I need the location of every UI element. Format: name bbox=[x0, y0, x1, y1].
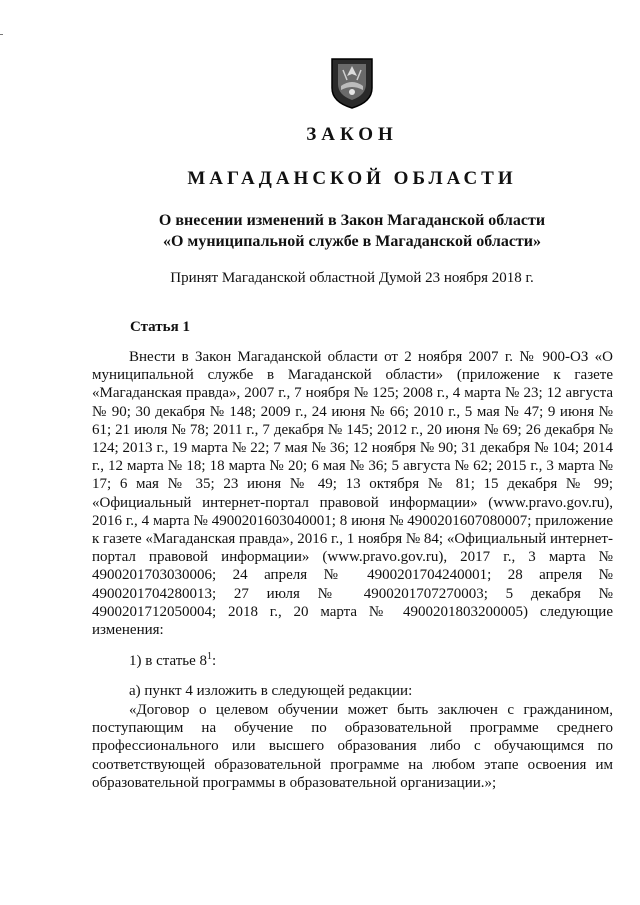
item-1-superscript: 1 bbox=[207, 651, 213, 662]
item-1-colon: : bbox=[212, 653, 217, 669]
quoted-amendment: «Договор о целевом обучении может быть заключен с гражданином, поступающим на обучение по образовательной программе среднего профессионального или высшего образования либо с обучающимся по соответствующей образовательной программе на любом этапе освоения им образовательной программы в образовательной организации.»; bbox=[92, 702, 613, 791]
article-heading: Статья 1 bbox=[130, 319, 190, 335]
item-a: а) пункт 4 изложить в следующей редакции: bbox=[129, 683, 413, 699]
law-title: ЗАКОН bbox=[306, 124, 398, 145]
adoption-note: Принят Магаданской областной Думой 23 ноября 2018 г. bbox=[170, 270, 534, 286]
item-1-text: 1) в статье 8 bbox=[129, 653, 208, 669]
article-intro-paragraph: Внести в Закон Магаданской области от 2 ноября 2007 г. № 900-ОЗ «О муниципальной службе в Магаданской области» (приложение к газете «Магаданская правда», 2007 г., 7 ноября № 125; 2008 г., 4 марта № 23; 12 августа № 90; 30 декабря № 148; 2009 г., 24 июня № 66; 2010 г., 5 мая № 47; 9 июня № 61; 21 июля № 78; 2011 г., 7 декабря № 145; 2012 г., 20 июня № 69; 26 декабря № 124; 2013 г., 19 марта № 22; 7 мая № 36; 12 ноября № 90; 31 декабря № 104; 2014 г., 12 марта № 18; 18 марта № 20; 6 мая № 36; 5 августа № 62; 2015 г., 3 марта № 17; 6 мая № 35; 23 июня № 49; 13 октября № 81; 15 декабря № 99; «Официальный интернет-портал правовой информации» (www.pravo.gov.ru), 2016 г., 4 марта № 4900201603040001; 8 июня № 4900201607080007; приложение к газете «Магаданская правда», 2016 г., 1 ноября № 84; «Официальный интернет-портал правовой информации» (www.pravo.gov.ru), 2017 г., 3 марта № 4900201703030006; 24 апреля № 4900201704240001; 28 апреля № 4900201704280013; 27 июля № 4900201707270003; 5 декабря № 4900201712050004; 2018 г., 20 марта № 4900201803200005) следующие изменения: bbox=[92, 349, 613, 639]
item-1 bbox=[129, 651, 216, 670]
scan-mark bbox=[0, 34, 3, 35]
subject-line-1: О внесении изменений в Закон Магаданской области bbox=[158, 212, 546, 229]
subject-line-2: «О муниципальной службе в Магаданской области» bbox=[162, 233, 541, 250]
law-subject bbox=[0, 210, 640, 252]
region-title: МАГАДАНСКОЙ ОБЛАСТИ bbox=[187, 168, 517, 189]
coat-of-arms-icon bbox=[329, 56, 375, 110]
